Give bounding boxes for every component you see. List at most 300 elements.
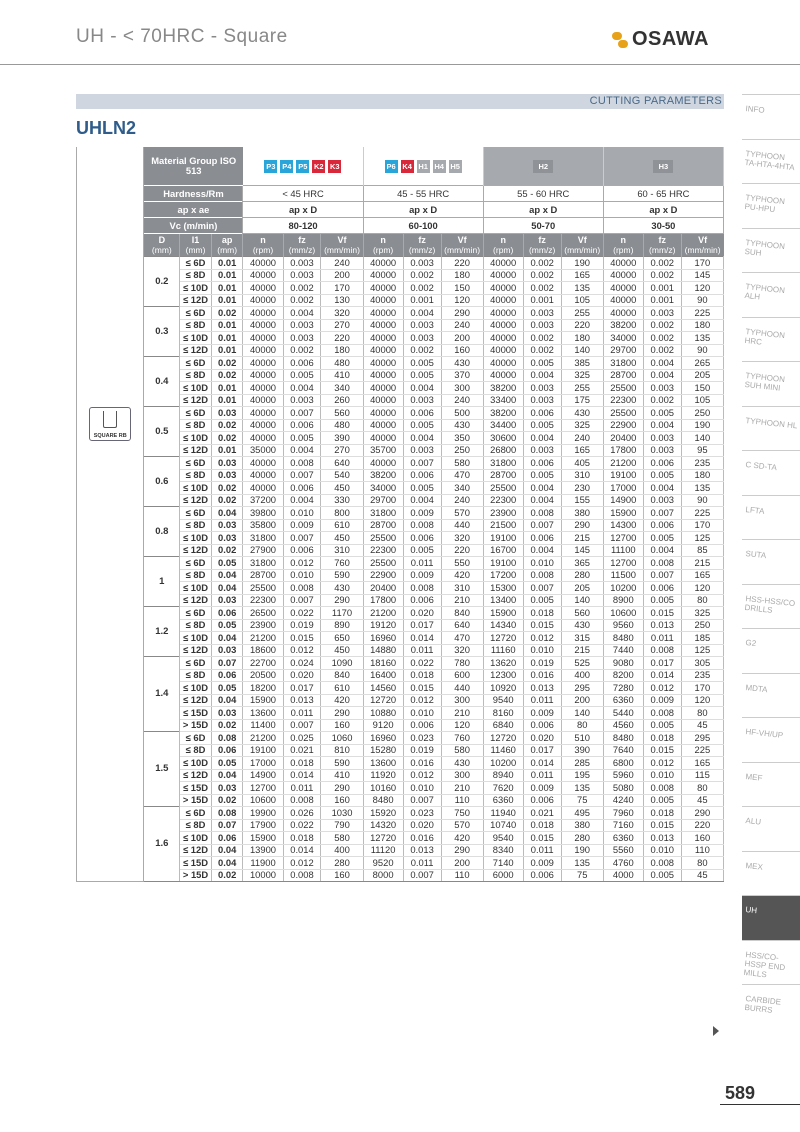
value-cell: 0.022: [403, 657, 441, 670]
value-cell: 0.003: [523, 307, 561, 320]
value-cell: 28700: [243, 569, 283, 582]
value-cell: 13620: [483, 657, 523, 670]
value-cell: 0.022: [283, 607, 321, 620]
value-cell: 35800: [243, 519, 283, 532]
ap-cell: 0.01: [211, 344, 243, 357]
hardness-label: Hardness/Rm: [144, 186, 243, 202]
side-tab-info[interactable]: [742, 94, 800, 139]
value-cell: 135: [561, 782, 603, 795]
value-cell: 110: [441, 794, 483, 807]
value-cell: 0.017: [283, 682, 321, 695]
value-cell: 0.003: [403, 332, 441, 345]
side-tab-g2[interactable]: [742, 628, 800, 673]
value-cell: 380: [561, 507, 603, 520]
value-cell: 0.003: [643, 307, 681, 320]
side-tab-carbide-burrs[interactable]: [742, 984, 800, 1029]
value-cell: 310: [321, 544, 363, 557]
value-cell: 28700: [363, 519, 403, 532]
value-cell: 0.012: [283, 857, 321, 870]
length-cell: ≤ 6D: [180, 607, 212, 620]
length-cell: ≤ 12D: [180, 544, 212, 557]
value-cell: 12720: [363, 832, 403, 845]
side-tab-label: TYPHOON HL: [745, 415, 798, 430]
value-cell: 40000: [243, 269, 283, 282]
side-tab-typhoon-hl[interactable]: [742, 406, 800, 451]
length-cell: ≤ 10D: [180, 832, 212, 845]
length-cell: > 15D: [180, 794, 212, 807]
value-cell: 470: [441, 469, 483, 482]
value-cell: 0.004: [523, 544, 561, 557]
material-chip-k2: K2: [313, 161, 324, 171]
value-cell: 0.017: [643, 657, 681, 670]
value-cell: 0.012: [403, 694, 441, 707]
value-cell: 13900: [243, 844, 283, 857]
logo-mark-icon: [612, 30, 630, 50]
value-cell: 0.006: [643, 582, 681, 595]
value-cell: 40000: [363, 369, 403, 382]
value-cell: 40000: [603, 257, 643, 270]
value-cell: 210: [441, 594, 483, 607]
value-cell: 600: [441, 669, 483, 682]
ap-x-ae-value: ap x D: [363, 202, 483, 218]
value-cell: 0.008: [643, 782, 681, 795]
value-cell: 0.003: [523, 394, 561, 407]
value-cell: 21200: [243, 732, 283, 745]
column-header-symbol: fz: [298, 235, 306, 245]
length-cell: > 15D: [180, 869, 212, 882]
value-cell: 350: [441, 432, 483, 445]
length-cell: ≤ 12D: [180, 344, 212, 357]
value-cell: 31800: [603, 357, 643, 370]
value-cell: 0.014: [283, 769, 321, 782]
value-cell: 290: [561, 519, 603, 532]
length-cell: ≤ 10D: [180, 382, 212, 395]
value-cell: 5440: [603, 707, 643, 720]
side-tab-label: SUTA: [745, 549, 767, 561]
value-cell: 6840: [483, 719, 523, 732]
value-cell: 0.021: [523, 807, 561, 820]
value-cell: 0.016: [403, 832, 441, 845]
side-tab-suta[interactable]: [742, 539, 800, 584]
value-cell: 0.003: [523, 444, 561, 457]
value-cell: 16960: [363, 632, 403, 645]
value-cell: 225: [681, 507, 723, 520]
value-cell: 39800: [243, 507, 283, 520]
side-tab-hss-hss-co-drills[interactable]: [742, 584, 800, 629]
value-cell: 0.008: [283, 794, 321, 807]
value-cell: 14900: [243, 769, 283, 782]
value-cell: 40000: [603, 307, 643, 320]
ap-cell: 0.03: [211, 594, 243, 607]
value-cell: 215: [561, 532, 603, 545]
page-header-title: UH - < 70HRC - Square: [76, 26, 288, 47]
value-cell: 11940: [483, 807, 523, 820]
value-cell: 0.007: [643, 507, 681, 520]
value-cell: 40000: [363, 332, 403, 345]
value-cell: 29700: [363, 494, 403, 507]
value-cell: 0.006: [523, 407, 561, 420]
value-cell: 340: [441, 482, 483, 495]
side-tab-hss-co-hssp-end-mills[interactable]: [742, 940, 800, 985]
value-cell: 0.008: [523, 569, 561, 582]
ap-cell: 0.04: [211, 694, 243, 707]
value-cell: 40000: [483, 257, 523, 270]
value-cell: 0.006: [283, 419, 321, 432]
value-cell: 390: [561, 744, 603, 757]
value-cell: 0.008: [283, 582, 321, 595]
value-cell: 0.006: [403, 407, 441, 420]
value-cell: 0.011: [283, 707, 321, 720]
column-header-symbol: l1: [191, 235, 200, 245]
value-cell: 8480: [603, 732, 643, 745]
value-cell: 0.013: [283, 694, 321, 707]
value-cell: 23900: [483, 507, 523, 520]
table-row: [77, 507, 724, 520]
value-cell: 5960: [603, 769, 643, 782]
value-cell: 0.005: [643, 719, 681, 732]
side-tab-typhoon-ta-hta-4hta[interactable]: [742, 139, 800, 184]
diameter-cell: 0.4: [144, 357, 180, 407]
value-cell: 7440: [603, 644, 643, 657]
value-cell: 0.002: [523, 332, 561, 345]
side-tab-mdta[interactable]: [742, 673, 800, 718]
value-cell: 80: [681, 857, 723, 870]
side-tab-typhoon-pu-hpu[interactable]: [742, 183, 800, 228]
hardness-value: 45 - 55 HRC: [363, 186, 483, 202]
value-cell: 0.008: [643, 557, 681, 570]
side-tab-mex[interactable]: [742, 851, 800, 896]
value-cell: 20500: [243, 669, 283, 682]
side-tab-label: HSS-HSS/CO DRILLS: [744, 593, 796, 615]
value-cell: 4760: [603, 857, 643, 870]
value-cell: 11100: [603, 544, 643, 557]
value-cell: 0.002: [523, 269, 561, 282]
value-cell: 45: [681, 719, 723, 732]
value-cell: 0.004: [403, 432, 441, 445]
side-tab-label: MEF: [745, 771, 763, 783]
value-cell: 0.013: [643, 619, 681, 632]
value-cell: 19120: [363, 619, 403, 632]
value-cell: 40000: [243, 344, 283, 357]
value-cell: 250: [441, 444, 483, 457]
column-header-unit: (mm/min): [564, 245, 601, 255]
value-cell: 5560: [603, 844, 643, 857]
diameter-cell: 1.2: [144, 607, 180, 657]
material-chip-p6: P6: [386, 161, 396, 171]
value-cell: 180: [441, 269, 483, 282]
value-cell: 170: [681, 682, 723, 695]
value-cell: 16700: [483, 544, 523, 557]
value-cell: 0.002: [643, 269, 681, 282]
length-cell: ≤ 8D: [180, 569, 212, 582]
value-cell: 1030: [321, 807, 363, 820]
value-cell: 21200: [363, 607, 403, 620]
ap-cell: 0.03: [211, 782, 243, 795]
ap-cell: 0.01: [211, 382, 243, 395]
value-cell: 385: [561, 357, 603, 370]
value-cell: 10000: [243, 869, 283, 882]
value-cell: 220: [441, 544, 483, 557]
column-header-unit: (mm/min): [444, 245, 481, 255]
value-cell: 265: [681, 357, 723, 370]
value-cell: 890: [321, 619, 363, 632]
value-cell: 0.011: [523, 844, 561, 857]
diameter-cell: 0.8: [144, 507, 180, 557]
side-tab-hf-vh-up[interactable]: [742, 717, 800, 762]
value-cell: 8480: [363, 794, 403, 807]
side-tab-alu[interactable]: [742, 806, 800, 851]
value-cell: 0.003: [643, 382, 681, 395]
value-cell: 0.020: [403, 607, 441, 620]
value-cell: 5080: [603, 782, 643, 795]
value-cell: 22300: [363, 544, 403, 557]
value-cell: 0.006: [403, 532, 441, 545]
value-cell: 40000: [243, 394, 283, 407]
side-tab-typhoon-alh[interactable]: [742, 272, 800, 317]
value-cell: 0.015: [283, 632, 321, 645]
value-cell: 0.003: [403, 319, 441, 332]
value-cell: 0.007: [403, 794, 441, 807]
value-cell: 40000: [363, 319, 403, 332]
value-cell: 0.004: [643, 544, 681, 557]
value-cell: 38200: [483, 382, 523, 395]
length-cell: ≤ 15D: [180, 857, 212, 870]
ap-cell: 0.02: [211, 307, 243, 320]
value-cell: 0.019: [283, 619, 321, 632]
length-cell: ≤ 12D: [180, 494, 212, 507]
ap-cell: 0.02: [211, 369, 243, 382]
value-cell: 840: [441, 607, 483, 620]
value-cell: 0.010: [283, 569, 321, 582]
page-number-rule: [720, 1104, 800, 1105]
value-cell: 250: [681, 619, 723, 632]
value-cell: 580: [321, 832, 363, 845]
value-cell: 210: [441, 782, 483, 795]
value-cell: 9540: [483, 832, 523, 845]
value-cell: 0.006: [523, 869, 561, 882]
value-cell: 11120: [363, 844, 403, 857]
value-cell: 4000: [603, 869, 643, 882]
value-cell: 22300: [603, 394, 643, 407]
ap-cell: 0.03: [211, 532, 243, 545]
column-header-fz: [523, 234, 561, 257]
column-header-fz: [403, 234, 441, 257]
value-cell: 430: [561, 619, 603, 632]
value-cell: 450: [321, 482, 363, 495]
side-tab-label: TYPHOON TA-HTA-4HTA: [744, 148, 796, 172]
length-cell: ≤ 8D: [180, 519, 212, 532]
value-cell: 14300: [603, 519, 643, 532]
value-cell: 280: [321, 857, 363, 870]
column-header-n: [483, 234, 523, 257]
value-cell: 29700: [603, 344, 643, 357]
length-cell: ≤ 8D: [180, 819, 212, 832]
value-cell: 9080: [603, 657, 643, 670]
column-header-unit: (mm/z): [649, 245, 676, 255]
value-cell: 0.013: [403, 844, 441, 857]
value-cell: 290: [321, 782, 363, 795]
value-cell: 0.019: [523, 657, 561, 670]
ap-cell: 0.01: [211, 394, 243, 407]
value-cell: 40000: [243, 407, 283, 420]
value-cell: 31800: [243, 557, 283, 570]
value-cell: 200: [321, 269, 363, 282]
value-cell: 0.002: [283, 282, 321, 295]
icon-label: SQUARE RB: [93, 433, 127, 439]
value-cell: 21200: [603, 457, 643, 470]
value-cell: 0.003: [283, 394, 321, 407]
column-header-unit: (mm/z): [408, 245, 436, 255]
value-cell: 0.018: [523, 819, 561, 832]
section-band-label: CUTTING PARAMETERS: [589, 95, 722, 107]
column-header-symbol: Vf: [337, 235, 347, 245]
side-tab-label: HSS/CO-HSSP END MILLS: [743, 949, 786, 979]
table-row: [77, 732, 724, 745]
value-cell: 215: [561, 644, 603, 657]
value-cell: 0.011: [283, 782, 321, 795]
material-chip-k4: K4: [402, 161, 412, 171]
value-cell: 27900: [243, 544, 283, 557]
value-cell: 25500: [363, 532, 403, 545]
value-cell: 40000: [363, 257, 403, 270]
value-cell: 13600: [363, 757, 403, 770]
side-tab-typhoon-suh-mini[interactable]: [742, 361, 800, 406]
column-header-unit: (rpm): [252, 245, 274, 255]
value-cell: 390: [321, 432, 363, 445]
value-cell: 40000: [483, 282, 523, 295]
next-page-arrow-icon[interactable]: [713, 1026, 719, 1036]
diameter-cell: 0.3: [144, 307, 180, 357]
side-tab-uh[interactable]: [742, 895, 800, 940]
value-cell: 25500: [483, 482, 523, 495]
value-cell: 0.007: [403, 869, 441, 882]
value-cell: 0.003: [283, 269, 321, 282]
value-cell: 200: [561, 694, 603, 707]
value-cell: 0.023: [403, 807, 441, 820]
value-cell: 420: [441, 569, 483, 582]
value-cell: 10200: [603, 582, 643, 595]
ap-x-ae-value: ap x D: [603, 202, 723, 218]
value-cell: 0.010: [403, 782, 441, 795]
length-cell: ≤ 6D: [180, 357, 212, 370]
value-cell: 290: [681, 807, 723, 820]
side-tab-typhoon-suh[interactable]: [742, 228, 800, 273]
value-cell: 8200: [603, 669, 643, 682]
value-cell: 45: [681, 794, 723, 807]
side-tab-lfta[interactable]: [742, 495, 800, 540]
value-cell: 0.008: [283, 457, 321, 470]
value-cell: 0.005: [643, 407, 681, 420]
value-cell: 370: [441, 369, 483, 382]
side-tab-mef[interactable]: [742, 762, 800, 807]
value-cell: 6800: [603, 757, 643, 770]
value-cell: 170: [681, 257, 723, 270]
value-cell: 0.008: [403, 582, 441, 595]
value-cell: 0.004: [403, 494, 441, 507]
value-cell: 290: [441, 307, 483, 320]
value-cell: 255: [561, 307, 603, 320]
value-cell: 31800: [483, 457, 523, 470]
side-tab-label: MEX: [745, 860, 764, 872]
value-cell: 19100: [603, 469, 643, 482]
ap-cell: 0.04: [211, 569, 243, 582]
value-cell: 225: [681, 307, 723, 320]
value-cell: 255: [561, 382, 603, 395]
table-row: [77, 657, 724, 670]
value-cell: 0.006: [523, 457, 561, 470]
value-cell: 125: [681, 532, 723, 545]
side-tab-c-sd-ta[interactable]: [742, 450, 800, 495]
value-cell: 0.005: [523, 357, 561, 370]
value-cell: 0.008: [283, 869, 321, 882]
length-cell: ≤ 8D: [180, 744, 212, 757]
column-header-vf: [561, 234, 603, 257]
ap-cell: 0.02: [211, 719, 243, 732]
column-header-fz: [283, 234, 321, 257]
value-cell: 0.005: [643, 869, 681, 882]
value-cell: 325: [681, 607, 723, 620]
column-header-vf: [681, 234, 723, 257]
value-cell: 40000: [243, 307, 283, 320]
value-cell: 210: [441, 707, 483, 720]
value-cell: 80: [681, 594, 723, 607]
length-cell: ≤ 10D: [180, 482, 212, 495]
value-cell: 14560: [363, 682, 403, 695]
length-cell: ≤ 8D: [180, 369, 212, 382]
diameter-cell: 1.6: [144, 807, 180, 882]
value-cell: 420: [441, 832, 483, 845]
value-cell: 270: [321, 319, 363, 332]
side-tab-typhoon-hrc[interactable]: [742, 317, 800, 362]
value-cell: 135: [561, 282, 603, 295]
column-header-unit: (rpm): [613, 245, 634, 255]
ap-cell: 0.04: [211, 632, 243, 645]
value-cell: 19100: [243, 744, 283, 757]
value-cell: 25500: [243, 582, 283, 595]
value-cell: 0.004: [643, 419, 681, 432]
value-cell: 0.005: [523, 419, 561, 432]
value-cell: 525: [561, 657, 603, 670]
value-cell: 410: [321, 769, 363, 782]
value-cell: 450: [321, 644, 363, 657]
column-header-unit: (mm/min): [684, 245, 721, 255]
value-cell: 105: [561, 294, 603, 307]
value-cell: 45: [681, 869, 723, 882]
value-cell: 320: [321, 307, 363, 320]
column-header-symbol: fz: [538, 235, 546, 245]
value-cell: 780: [441, 657, 483, 670]
value-cell: 10600: [603, 607, 643, 620]
value-cell: 7140: [483, 857, 523, 870]
value-cell: 0.006: [403, 594, 441, 607]
value-cell: 16400: [363, 669, 403, 682]
length-cell: ≤ 12D: [180, 694, 212, 707]
value-cell: 0.009: [523, 782, 561, 795]
value-cell: 40000: [483, 357, 523, 370]
material-chip-p5: P5: [298, 161, 308, 171]
value-cell: 250: [681, 407, 723, 420]
value-cell: 0.004: [403, 382, 441, 395]
value-cell: 200: [441, 857, 483, 870]
ap-cell: 0.01: [211, 319, 243, 332]
value-cell: 0.002: [403, 269, 441, 282]
value-cell: 440: [441, 682, 483, 695]
value-cell: 0.007: [403, 457, 441, 470]
ap-cell: 0.03: [211, 407, 243, 420]
value-cell: 190: [681, 419, 723, 432]
value-cell: 0.001: [523, 294, 561, 307]
value-cell: 760: [441, 732, 483, 745]
